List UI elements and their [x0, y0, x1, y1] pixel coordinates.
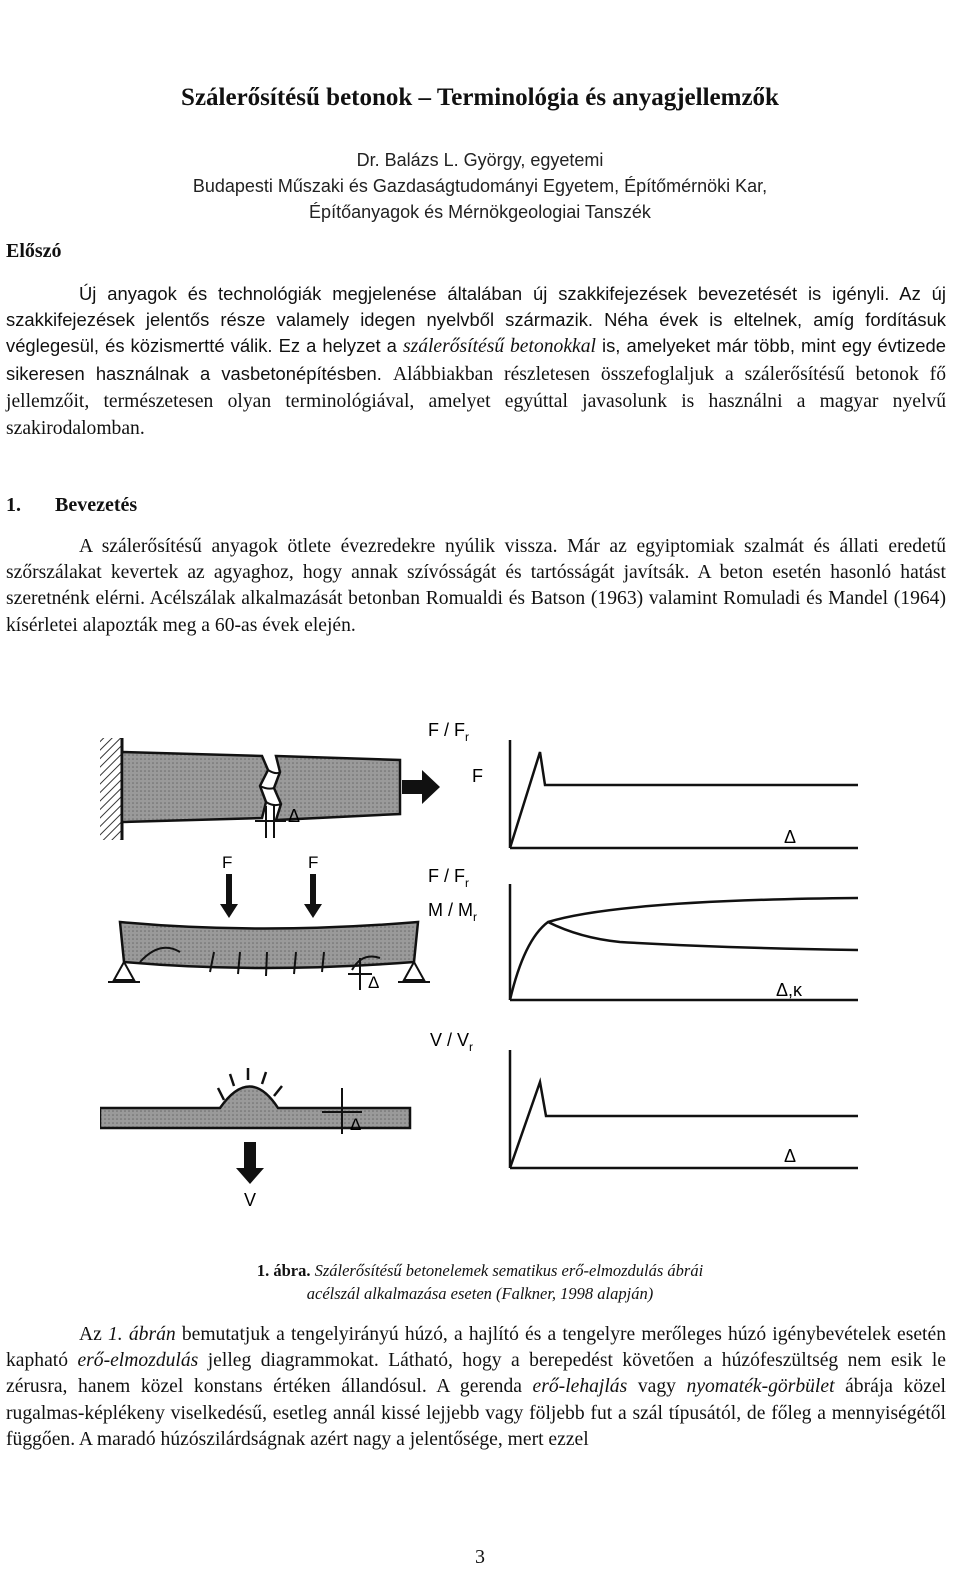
bending-delta-label: Δ	[368, 973, 380, 992]
tension-axis-delta: Δ	[784, 827, 797, 847]
foreword-text-a: Új anyagok és technológiák megjelenése általában új szakkifejezések bevezetését is igényli. Az új szakkifejezések jelentős része valamely idegen nyelvből származik. Néha évek is eltelnek, amíg fordításuk véglegesül, és közismertté válik. Ez a helyzet a	[6, 283, 946, 357]
bending-diagram	[428, 866, 858, 1000]
tension-bar-left	[122, 752, 268, 822]
caption-label: 1. ábra.	[256, 1261, 311, 1280]
shear-specimen	[100, 1068, 410, 1210]
section-1-heading	[6, 494, 137, 517]
force-displacement-diagrams	[100, 690, 860, 1245]
foreword-paragraph	[6, 281, 946, 442]
p2-term-force-displacement: erő-elmozdulás	[77, 1350, 199, 1372]
beam-load-f1: F	[222, 853, 233, 872]
shear-load-label: V	[244, 1190, 257, 1210]
tension-f-label: F	[472, 766, 483, 786]
section-1-paragraph	[6, 534, 946, 639]
page-number: 3	[475, 1546, 485, 1568]
foreword-heading: Előszó	[6, 240, 62, 262]
tension-arrow	[402, 770, 440, 804]
section-1-title: Bevezetés	[55, 494, 138, 516]
tension-specimen	[100, 738, 440, 840]
bending-ff-label: F / $F_r$	[428, 866, 469, 890]
p2-term-moment-curvature: nyomaték-görbület	[686, 1376, 835, 1398]
foreword-text-b: is, amelyeket már több, mint egy évtizede sikeresen használnak a vasbetonépítésben.	[6, 335, 946, 384]
bending-specimen	[108, 853, 430, 992]
shear-vv-label: V / $V_r$	[430, 1030, 474, 1054]
paper-title: Szálerősítésű betonok – Terminológia és anyagjellemzők	[181, 84, 779, 111]
p2-text-5: ábrája közel rugalmas-képlékeny viselkedésű, esetleg annál kissé lejjebb vagy följebb fut a szál típusától, de főleg a mennyiségétől függően. A maradó húzószilárdságnak azért nagy a jelentősége, mert ezzel	[6, 1376, 946, 1450]
caption-line-2: acélszál alkalmazása eseten (Falkner, 1998 alapján)	[306, 1284, 654, 1303]
p2-text-4: vagy	[627, 1376, 687, 1398]
shear-block	[100, 1087, 410, 1129]
affiliation-line-2: Építőanyagok és Mérnökgeologiai Tanszék	[309, 202, 651, 222]
p2-figure-ref: 1. ábrán	[108, 1324, 176, 1345]
p2-text-1: Az	[79, 1324, 108, 1345]
figure-caption	[0, 1259, 960, 1305]
author-line: Dr. Balázs L. György, egyetemi	[356, 150, 604, 170]
beam-load-f2: F	[308, 853, 319, 872]
bending-beam	[120, 922, 418, 968]
section-1-text: A szálerősítésű anyagok ötlete évezredekre nyúlik vissza. Már az egyiptomiak szalmát és állati eredetű szőrszálakat kevertek az agyaghoz, hogy annak szívósságát és tartósságát javítsák. A beton esetén hasonló hatást szeretnénk elérni. Acélszálak alkalmazását betonban Romualdi és Batson (1963) valamint Romuladi és Mandel (1964) kísérletei alapozták meg a 60-as évek elején.	[6, 536, 946, 636]
p2-text-2: bemutatjuk a tengelyirányú húzó, a hajlító és a tengelyre merőleges húzó igénybevételek esetén kapható	[6, 1324, 946, 1372]
shear-delta-label: Δ	[350, 1115, 362, 1134]
paragraph-2	[6, 1322, 946, 1453]
foreword-text-c: Alábbiakban részletesen összefoglaljuk a szálerősítésű betonok fő jellemzőit, természetesen olyan terminológiával, amelyet egyúttal javasolunk is használni a magyar nyelvű szakirodalomban.	[6, 363, 946, 440]
affiliation-line-1: Budapesti Műszaki és Gazdaságtudományi Egyetem, Építőmérnöki Kar,	[192, 176, 768, 196]
tension-delta-label: Δ	[288, 806, 301, 826]
shear-axis-delta: Δ	[784, 1146, 797, 1166]
p2-term-force-deflection: erő-lehajlás	[532, 1376, 628, 1398]
load-arrow-right	[304, 874, 322, 918]
p2-text-3: jelleg diagrammokat. Látható, hogy a berepedést követően a húzófeszültség nem esik le zérusra, hanem közel konstans értéken állandósul. A gerenda	[6, 1350, 946, 1398]
fixed-support-hatch	[100, 738, 122, 840]
tension-curve	[510, 752, 858, 848]
figure-1	[100, 690, 860, 1245]
caption-line-1: Szálerősítésű betonelemek sematikus erő-elmozdulás ábrái	[314, 1261, 704, 1280]
shear-curve	[510, 1082, 858, 1168]
shear-load-arrow	[236, 1142, 264, 1184]
foreword-italic-term: szálerősítésű betonokkal	[402, 336, 596, 358]
bending-curve-force	[548, 922, 858, 950]
bending-axis-label: Δ,κ	[776, 980, 803, 1000]
tension-ff-label: F / $F_r$	[428, 720, 469, 744]
section-1-number: 1.	[6, 494, 21, 516]
tension-diagram	[428, 720, 858, 848]
load-arrow-left	[220, 874, 238, 918]
bending-mm-label: M / $M_r$	[428, 900, 477, 924]
shear-diagram	[430, 1030, 858, 1168]
